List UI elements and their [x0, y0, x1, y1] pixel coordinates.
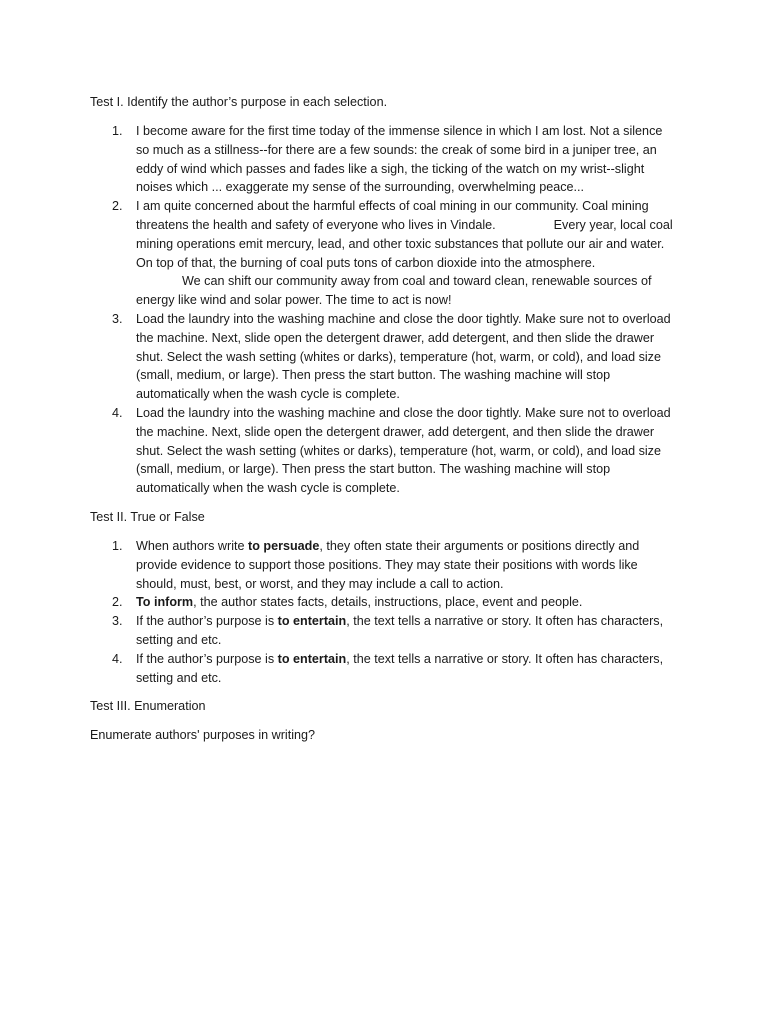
text-line: (small, medium, or large). Then press the start button. The washing machine will stop — [136, 462, 611, 477]
list-item — [112, 650, 692, 688]
text-line: If the author’s purpose is to entertain, the text tells a narrative or story. It often has characters, — [136, 651, 664, 666]
item-number: 4. — [112, 405, 123, 420]
emphasis: to persuade — [248, 539, 320, 553]
list-item — [112, 593, 692, 612]
item-number: 2. — [112, 595, 123, 610]
text-line: energy like wind and solar power. The time to act is now! — [136, 293, 452, 308]
text-line: If the author’s purpose is to entertain, the text tells a narrative or story. It often has characters, — [136, 614, 664, 629]
enumeration-question: Enumerate authors' purposes in writing? — [90, 728, 316, 742]
test1-list — [112, 122, 692, 498]
emphasis: to entertain — [277, 651, 347, 666]
list-item — [112, 612, 692, 650]
text-line: Load the laundry into the washing machine and close the door tightly. Make sure not to overload — [136, 311, 671, 326]
list-item — [112, 122, 692, 197]
text-line: shut. Select the wash setting (whites or darks), temperature (hot, warm, or cold), and load size — [136, 349, 661, 364]
list-item — [112, 404, 692, 498]
text-line: Load the laundry into the washing machine and close the door tightly. Make sure not to overload — [136, 405, 671, 420]
test2-heading: Test II. True or False — [90, 510, 205, 524]
text-line: When authors write to persuade, they often state their arguments or positions directly and — [136, 539, 640, 553]
item-number: 1. — [112, 124, 123, 138]
item-number: 1. — [112, 539, 123, 553]
text-line: the machine. Next, slide open the detergent drawer, add detergent, and then slide the drawer — [136, 424, 655, 439]
text-line: eddy of wind which passes and fades like a sigh, the ticking of the watch on my wrist--slight — [136, 161, 645, 176]
text-line: On top of that, the burning of coal puts tons of carbon dioxide into the atmosphere. — [136, 255, 596, 270]
text-line: We can shift our community away from coal and toward clean, renewable sources of — [182, 274, 652, 289]
text-line: To inform, the author states facts, details, instructions, place, event and people. — [136, 595, 583, 610]
text-line: setting and etc. — [136, 632, 222, 647]
test3-heading: Test III. Enumeration — [90, 699, 206, 713]
text-line: automatically when the wash cycle is complete. — [136, 481, 400, 496]
text-line: the machine. Next, slide open the detergent drawer, add detergent, and then slide the drawer — [136, 330, 655, 345]
list-item — [112, 197, 692, 310]
text-line: setting and etc. — [136, 670, 222, 685]
item-number: 2. — [112, 199, 123, 214]
emphasis: to entertain — [277, 614, 347, 629]
list-item — [112, 537, 692, 593]
text-line: I am quite concerned about the harmful effects of coal mining in our community. Coal mining — [136, 199, 649, 214]
test1-heading: Test I. Identify the author’s purpose in each selection. — [90, 95, 388, 109]
text-segment: Every year, local coal — [553, 217, 673, 232]
text-line: shut. Select the wash setting (whites or darks), temperature (hot, warm, or cold), and load size — [136, 443, 661, 458]
test2-list — [112, 537, 692, 687]
item-number: 3. — [112, 311, 123, 326]
emphasis: To inform — [136, 595, 194, 610]
item-number: 4. — [112, 651, 123, 666]
text-line: noises which ... exaggerate my sense of the surrounding, overwhelming peace... — [136, 180, 585, 195]
text-line — [136, 216, 692, 235]
item-number: 3. — [112, 614, 123, 629]
list-item — [112, 310, 692, 404]
text-line: so much as a stillness--for there are a few sounds: the creak of some bird in a juniper tree, an — [136, 142, 657, 157]
text-line: (small, medium, or large). Then press the start button. The washing machine will stop — [136, 368, 611, 383]
text-line: automatically when the wash cycle is complete. — [136, 387, 400, 402]
text-line: I become aware for the first time today of the immense silence in which I am lost. Not a silence — [136, 124, 663, 138]
text-segment: threatens the health and safety of everyone who lives in Vindale. — [136, 217, 496, 232]
text-line: should, must, best, or worst, and they may include a call to action. — [136, 576, 504, 591]
text-line: provide evidence to support those positions. They may state their positions with words like — [136, 557, 638, 572]
text-line: mining operations emit mercury, lead, and other toxic substances that pollute our air and water. — [136, 236, 665, 251]
